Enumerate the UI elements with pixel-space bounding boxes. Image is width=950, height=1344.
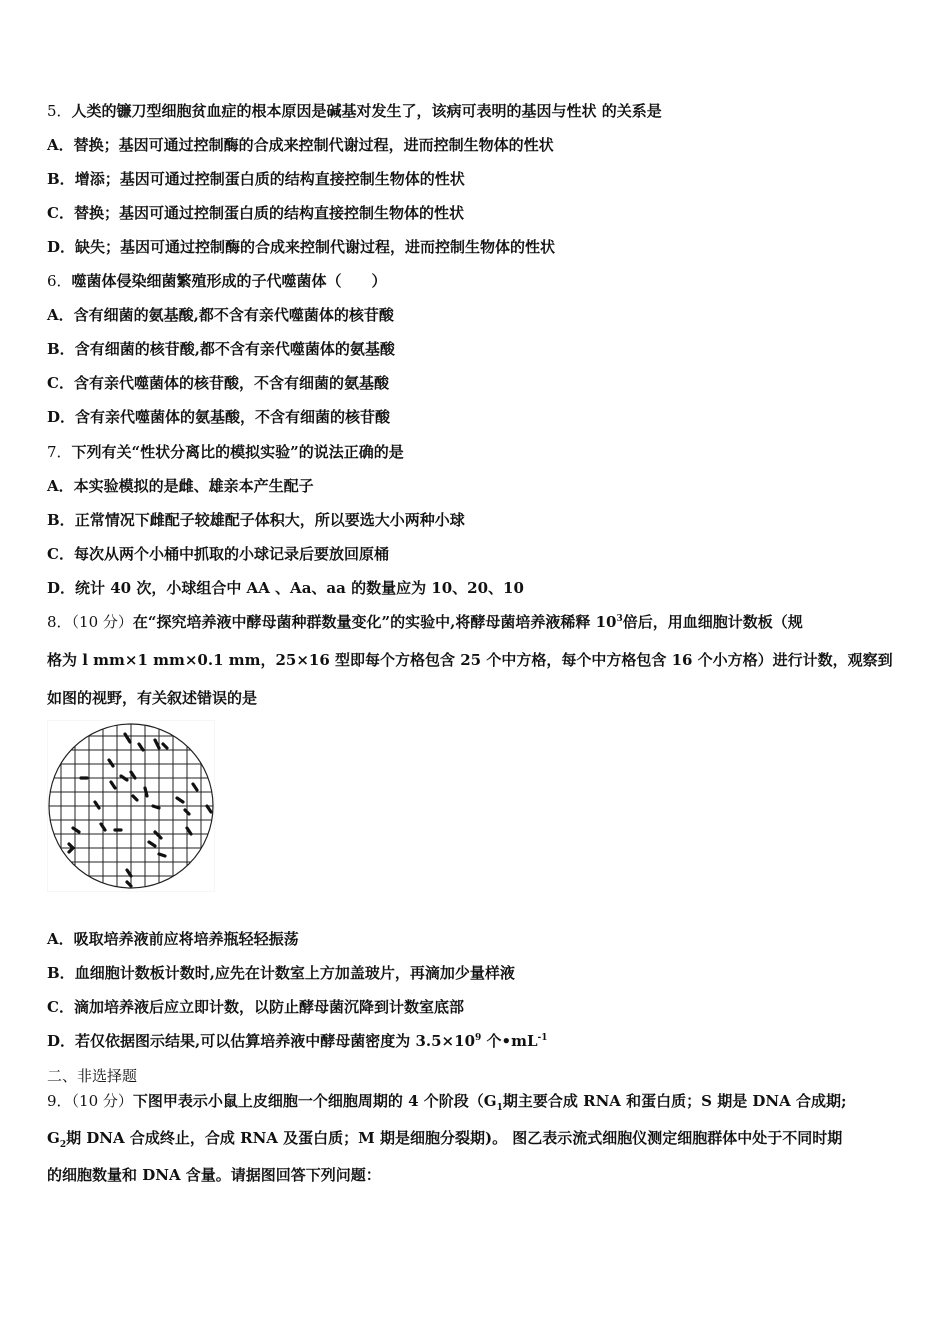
q7-option-c[interactable]: C．每次从两个小桶中抓取的小球记录后要放回原桶 (47, 545, 389, 563)
q6-option-b[interactable]: B．含有细菌的核苷酸,都不含有亲代噬菌体的氨基酸 (47, 340, 395, 358)
q8-option-d[interactable]: D．若仅依据图示结果,可以估算培养液中酵母菌密度为 $3.5\times 10^9$ 个$•mL^{-1}$ (47, 1032, 548, 1050)
q8-option-c[interactable]: C．滴加培养液后应立即计数，以防止酵母菌沉降到计数室底部 (47, 998, 464, 1016)
q9-stem-line1: 9．（10 分）下图甲表示小鼠上皮细胞一个细胞周期的 4 个阶段（$G_1$期主要合成 RNA 和蛋白质；S 期是 DNA 合成期; (47, 1092, 847, 1113)
q6-option-d[interactable]: D．含有亲代噬菌体的氨基酸，不含有细菌的核苷酸 (47, 408, 391, 426)
section-heading: 二、非选择题 (47, 1067, 138, 1085)
q6-option-a[interactable]: A．含有细菌的氨基酸,都不含有亲代噬菌体的核苷酸 (47, 306, 394, 324)
q6-stem: 6．噬菌体侵染细菌繁殖形成的子代噬菌体（ ） (47, 272, 387, 290)
q5-option-c[interactable]: C．替换；基因可通过控制蛋白质的结构直接控制生物体的性状 (47, 204, 464, 222)
q8-stem-line3: 如图的视野，有关叙述错误的是 (47, 689, 258, 707)
q8-option-a[interactable]: A．吸取培养液前应将培养瓶轻轻振荡 (47, 930, 299, 948)
q9-stem-line3: 的细胞数量和 DNA 含量。请据图回答下列问题： (47, 1166, 381, 1184)
q5-stem: 5．人类的镰刀型细胞贫血症的根本原因是碱基对发生了，该病可表明的基因与性状 的关系是 (47, 102, 662, 120)
q8-stem-line1: 8．（10 分）在“探究培养液中酵母菌种群数量变化”的实验中,将酵母菌培养液稀释 $10^3$倍后，用血细胞计数板（规 (47, 613, 803, 631)
q7-stem: 7．下列有关“性状分离比的模拟实验”的说法正确的是 (47, 443, 404, 461)
q5-option-b[interactable]: B．增添；基因可通过控制蛋白质的结构直接控制生物体的性状 (47, 170, 465, 188)
q6-option-c[interactable]: C．含有亲代噬菌体的核苷酸，不含有细菌的氨基酸 (47, 374, 389, 392)
q5-option-a[interactable]: A．替换；基因可通过控制酶的合成来控制代谢过程，进而控制生物体的性状 (47, 136, 554, 154)
hemocytometer-figure (47, 720, 215, 892)
q9-stem-line2: $G_2$期 DNA 合成终止，合成 RNA 及蛋白质；M 期是细胞分裂期)。 图乙表示流式细胞仪测定细胞群体中处于不同时期 (47, 1129, 843, 1150)
q8-stem-line2: 格为 l mm×1 mm×0.1 mm，25×16 型即每个方格包含 25 个中方格，每个中方格包含 16 个小方格）进行计数，观察到 (47, 651, 893, 669)
q5-option-d[interactable]: D．缺失；基因可通过控制酶的合成来控制代谢过程，进而控制生物体的性状 (47, 238, 556, 256)
q7-option-b[interactable]: B．正常情况下雌配子较雄配子体积大，所以要选大小两种小球 (47, 511, 465, 529)
q8-option-b[interactable]: B．血细胞计数板计数时,应先在计数室上方加盖玻片，再滴加少量样液 (47, 964, 515, 982)
q7-option-a[interactable]: A．本实验模拟的是雌、雄亲本产生配子 (47, 477, 314, 495)
q7-option-d[interactable]: D．统计 40 次，小球组合中 AA 、Aa、aa 的数量应为 10、20、10 (47, 579, 524, 597)
